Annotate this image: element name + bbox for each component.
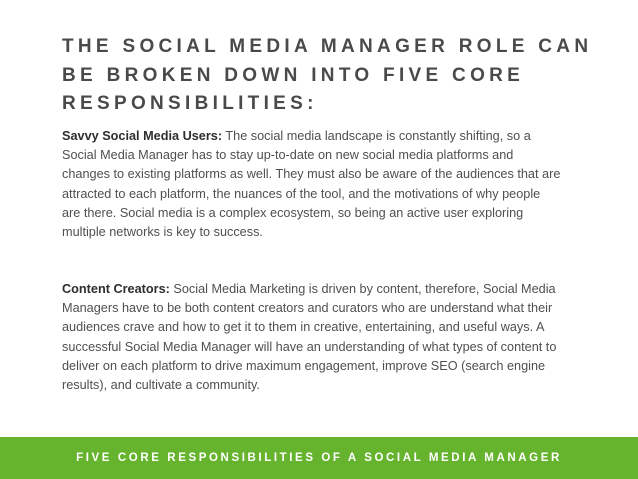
section-content-creators — [62, 280, 562, 395]
footer-banner — [0, 437, 638, 479]
section-body: The social media landscape is constantly shifting, so a Social Media Manager has to stay up-to-date on new social media platforms and changes to existing platforms as well. They must also be aware of the audiences that are attracted to each platform, the nuances of the tool, and the motivations of why people are there. Social media is a complex ecosystem, so being an active user exploring multiple networks is key to success. — [62, 129, 561, 240]
section-heading: Content Creators: — [62, 282, 170, 296]
section-savvy-users — [62, 127, 562, 242]
page-title: THE SOCIAL MEDIA MANAGER ROLE CAN BE BROKEN DOWN INTO FIVE CORE RESPONSIBILITIES: — [62, 36, 593, 114]
section-body: Social Media Marketing is driven by content, therefore, Social Media Managers have to be both content creators and curators who are understand what their audiences crave and how to get it to them in creative, entertaining, and useful ways. A successful Social Media Manager will have an understanding of what types of content to deliver on each platform to drive maximum engagement, improve SEO (search engine results), and cultivate a community. — [62, 282, 557, 393]
section-heading: Savvy Social Media Users: — [62, 129, 223, 143]
footer-text: FIVE CORE RESPONSIBILITIES OF A SOCIAL MEDIA MANAGER — [76, 452, 562, 464]
